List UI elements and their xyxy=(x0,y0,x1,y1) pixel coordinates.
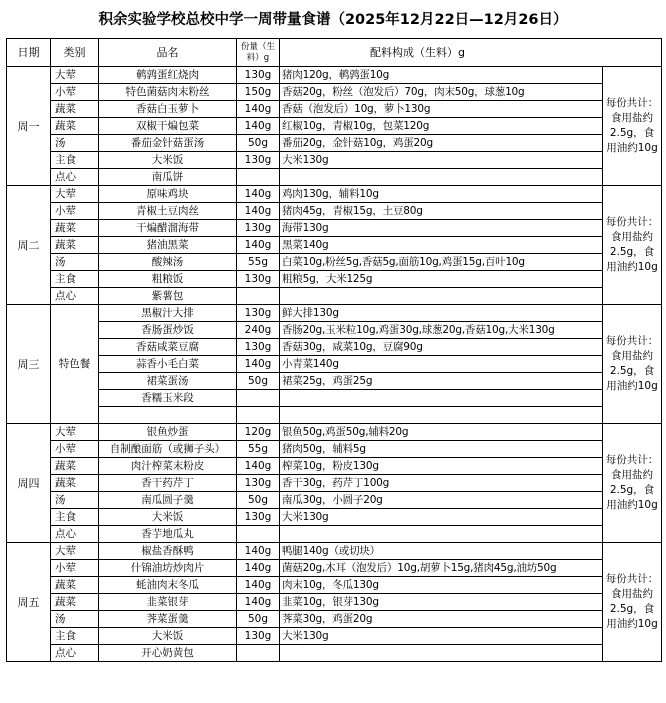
category-cell: 主食 xyxy=(51,628,99,645)
dish-name: 紫薯包 xyxy=(99,288,237,305)
category-cell: 点心 xyxy=(51,169,99,186)
dish-weight xyxy=(237,169,280,186)
table-row xyxy=(7,305,662,322)
dish-weight: 120g xyxy=(237,424,280,441)
dish-ingredients: 大米130g xyxy=(280,628,603,645)
category-cell: 点心 xyxy=(51,526,99,543)
header-name: 品名 xyxy=(99,39,237,67)
day-label: 周二 xyxy=(7,186,51,305)
nutrition-note: 每份共计：食用盐约2.5g，食用油约10g xyxy=(603,424,662,543)
dish-weight: 130g xyxy=(237,628,280,645)
category-cell: 大荤 xyxy=(51,543,99,560)
table-row xyxy=(7,543,662,560)
dish-name: 香菇白玉萝卜 xyxy=(99,101,237,118)
dish-ingredients: 肉末10g，冬瓜130g xyxy=(280,577,603,594)
dish-weight: 140g xyxy=(237,594,280,611)
table-row xyxy=(7,594,662,611)
dish-name xyxy=(99,407,237,424)
category-cell: 主食 xyxy=(51,509,99,526)
category-cell: 蔬菜 xyxy=(51,475,99,492)
dish-weight xyxy=(237,645,280,662)
dish-name: 南瓜饼 xyxy=(99,169,237,186)
category-cell: 小荤 xyxy=(51,203,99,220)
table-row xyxy=(7,67,662,84)
category-cell: 小荤 xyxy=(51,560,99,577)
dish-ingredients: 香菇（泡发后）10g，萝卜130g xyxy=(280,101,603,118)
header-day: 日期 xyxy=(7,39,51,67)
table-row xyxy=(7,645,662,662)
header-weight: 份量（生料）g xyxy=(237,39,280,67)
dish-weight: 130g xyxy=(237,67,280,84)
dish-ingredients: 裙菜25g，鸡蛋25g xyxy=(280,373,603,390)
dish-weight: 140g xyxy=(237,237,280,254)
dish-ingredients: 南瓜30g，小圆子20g xyxy=(280,492,603,509)
dish-name: 银鱼炒蛋 xyxy=(99,424,237,441)
dish-weight: 130g xyxy=(237,271,280,288)
dish-ingredients xyxy=(280,526,603,543)
dish-weight: 55g xyxy=(237,254,280,271)
header-category: 类别 xyxy=(51,39,99,67)
dish-name: 肉汁榨菜末粉皮 xyxy=(99,458,237,475)
category-cell: 蔬菜 xyxy=(51,458,99,475)
dish-name: 椒盐香酥鸭 xyxy=(99,543,237,560)
table-row xyxy=(7,407,662,424)
page-title: 积余实验学校总校中学一周带量食谱（2025年12月22日—12月26日） xyxy=(98,12,568,28)
dish-ingredients: 香肠20g,玉米粒10g,鸡蛋30g,球葱20g,香菇10g,大米130g xyxy=(280,322,603,339)
table-row xyxy=(7,339,662,356)
table-row xyxy=(7,101,662,118)
day-label: 周五 xyxy=(7,543,51,662)
table-row xyxy=(7,322,662,339)
table-row xyxy=(7,254,662,271)
dish-weight xyxy=(237,407,280,424)
day-label: 周一 xyxy=(7,67,51,186)
dish-weight: 55g xyxy=(237,441,280,458)
menu-body xyxy=(7,67,662,662)
dish-name: 什锦油坊炒肉片 xyxy=(99,560,237,577)
table-row xyxy=(7,611,662,628)
table-row xyxy=(7,441,662,458)
dish-name: 韭菜银芽 xyxy=(99,594,237,611)
nutrition-note: 每份共计：食用盐约2.5g，食用油约10g xyxy=(603,543,662,662)
dish-name: 鹌鹑蛋红烧肉 xyxy=(99,67,237,84)
category-cell: 大荤 xyxy=(51,186,99,203)
table-row xyxy=(7,186,662,203)
dish-ingredients xyxy=(280,169,603,186)
category-cell: 大荤 xyxy=(51,424,99,441)
table-row xyxy=(7,509,662,526)
dish-ingredients xyxy=(280,645,603,662)
dish-name: 蒜香小毛白菜 xyxy=(99,356,237,373)
dish-weight: 140g xyxy=(237,577,280,594)
table-row xyxy=(7,458,662,475)
dish-name: 特色菌菇肉末粉丝 xyxy=(99,84,237,101)
dish-name: 自制酿面筋（或狮子头） xyxy=(99,441,237,458)
nutrition-note: 每份共计：食用盐约2.5g，食用油约10g xyxy=(603,305,662,424)
dish-name: 裙菜蛋汤 xyxy=(99,373,237,390)
day-label: 周三 xyxy=(7,305,51,424)
category-cell: 汤 xyxy=(51,135,99,152)
dish-ingredients xyxy=(280,390,603,407)
category-cell: 蔬菜 xyxy=(51,118,99,135)
table-row xyxy=(7,220,662,237)
table-row xyxy=(7,356,662,373)
dish-ingredients: 韭菜10g，银芽130g xyxy=(280,594,603,611)
dish-weight: 140g xyxy=(237,186,280,203)
table-row xyxy=(7,118,662,135)
dish-ingredients: 鲜大排130g xyxy=(280,305,603,322)
dish-name: 粗粮饭 xyxy=(99,271,237,288)
dish-name: 大米饭 xyxy=(99,628,237,645)
dish-ingredients: 香菇30g，咸菜10g，豆腐90g xyxy=(280,339,603,356)
category-cell: 蔬菜 xyxy=(51,594,99,611)
table-row xyxy=(7,560,662,577)
dish-name: 番茄金针菇蛋汤 xyxy=(99,135,237,152)
header-row xyxy=(7,39,662,67)
dish-name: 黑椒汁大排 xyxy=(99,305,237,322)
dish-weight: 130g xyxy=(237,509,280,526)
dish-weight: 150g xyxy=(237,84,280,101)
dish-name: 香肠蛋炒饭 xyxy=(99,322,237,339)
dish-ingredients: 海带130g xyxy=(280,220,603,237)
dish-name: 蚝油肉末冬瓜 xyxy=(99,577,237,594)
table-row xyxy=(7,288,662,305)
category-cell: 蔬菜 xyxy=(51,101,99,118)
dish-ingredients: 红椒10g，青椒10g，包菜120g xyxy=(280,118,603,135)
dish-name: 香糯玉米段 xyxy=(99,390,237,407)
dish-name: 香干药芹丁 xyxy=(99,475,237,492)
nutrition-note: 每份共计：食用盐约2.5g，食用油约10g xyxy=(603,67,662,186)
table-row xyxy=(7,628,662,645)
table-row xyxy=(7,424,662,441)
table-row xyxy=(7,373,662,390)
category-cell: 大荤 xyxy=(51,67,99,84)
table-row xyxy=(7,237,662,254)
dish-name: 荠菜蛋羹 xyxy=(99,611,237,628)
dish-ingredients: 荠菜30g，鸡蛋20g xyxy=(280,611,603,628)
category-cell: 小荤 xyxy=(51,441,99,458)
dish-weight: 130g xyxy=(237,220,280,237)
dish-weight: 140g xyxy=(237,560,280,577)
dish-weight: 130g xyxy=(237,305,280,322)
dish-ingredients: 粗粮5g，大米125g xyxy=(280,271,603,288)
category-cell: 主食 xyxy=(51,152,99,169)
dish-ingredients: 香干30g，药芹丁100g xyxy=(280,475,603,492)
dish-weight: 140g xyxy=(237,203,280,220)
category-cell: 蔬菜 xyxy=(51,577,99,594)
dish-ingredients xyxy=(280,407,603,424)
table-row xyxy=(7,577,662,594)
dish-name: 原味鸡块 xyxy=(99,186,237,203)
category-cell: 小荤 xyxy=(51,84,99,101)
table-row xyxy=(7,526,662,543)
dish-name: 猪油黑菜 xyxy=(99,237,237,254)
dish-weight: 140g xyxy=(237,543,280,560)
dish-ingredients xyxy=(280,288,603,305)
dish-weight: 130g xyxy=(237,475,280,492)
dish-name: 香芋地瓜丸 xyxy=(99,526,237,543)
dish-weight: 130g xyxy=(237,339,280,356)
dish-weight: 50g xyxy=(237,611,280,628)
dish-ingredients: 白菜10g,粉丝5g,香菇5g,面筋10g,鸡蛋15g,百叶10g xyxy=(280,254,603,271)
dish-name: 大米饭 xyxy=(99,152,237,169)
dish-weight: 140g xyxy=(237,356,280,373)
dish-weight xyxy=(237,390,280,407)
dish-name: 双椒干煸包菜 xyxy=(99,118,237,135)
dish-weight xyxy=(237,288,280,305)
dish-name: 干煸醋溜海带 xyxy=(99,220,237,237)
category-cell: 汤 xyxy=(51,492,99,509)
dish-ingredients: 香菇20g，粉丝（泡发后）70g，肉末50g，球葱10g xyxy=(280,84,603,101)
dish-ingredients: 银鱼50g,鸡蛋50g,辅料20g xyxy=(280,424,603,441)
dish-ingredients: 猪肉120g，鹌鹑蛋10g xyxy=(280,67,603,84)
dish-weight: 50g xyxy=(237,373,280,390)
dish-weight: 240g xyxy=(237,322,280,339)
dish-ingredients: 黑菜140g xyxy=(280,237,603,254)
dish-ingredients: 猪肉50g，辅料5g xyxy=(280,441,603,458)
dish-ingredients: 菌菇20g,木耳（泡发后）10g,胡萝卜15g,猪肉45g,油坊50g xyxy=(280,560,603,577)
table-row xyxy=(7,203,662,220)
menu-table xyxy=(6,38,662,662)
dish-name: 酸辣汤 xyxy=(99,254,237,271)
dish-ingredients: 大米130g xyxy=(280,509,603,526)
table-row xyxy=(7,390,662,407)
dish-ingredients: 榨菜10g，粉皮130g xyxy=(280,458,603,475)
nutrition-note: 每份共计：食用盐约2.5g，食用油约10g xyxy=(603,186,662,305)
category-cell: 蔬菜 xyxy=(51,237,99,254)
dish-name: 大米饭 xyxy=(99,509,237,526)
dish-name: 南瓜圆子羹 xyxy=(99,492,237,509)
table-row xyxy=(7,135,662,152)
dish-name: 开心奶黄包 xyxy=(99,645,237,662)
category-cell: 汤 xyxy=(51,254,99,271)
dish-ingredients: 鸡肉130g，辅料10g xyxy=(280,186,603,203)
category-cell: 点心 xyxy=(51,288,99,305)
dish-weight xyxy=(237,526,280,543)
dish-weight: 50g xyxy=(237,492,280,509)
category-cell: 蔬菜 xyxy=(51,220,99,237)
dish-weight: 140g xyxy=(237,458,280,475)
table-row xyxy=(7,84,662,101)
table-row xyxy=(7,475,662,492)
dish-ingredients: 番茄20g，金针菇10g，鸡蛋20g xyxy=(280,135,603,152)
day-label: 周四 xyxy=(7,424,51,543)
table-row xyxy=(7,492,662,509)
header-config: 配料构成（生料）g xyxy=(280,39,662,67)
category-cell: 汤 xyxy=(51,611,99,628)
dish-weight: 140g xyxy=(237,118,280,135)
dish-ingredients: 猪肉45g，青椒15g，土豆80g xyxy=(280,203,603,220)
dish-ingredients: 鸭腿140g（或切块） xyxy=(280,543,603,560)
dish-weight: 50g xyxy=(237,135,280,152)
dish-ingredients: 小青菜140g xyxy=(280,356,603,373)
table-row xyxy=(7,152,662,169)
category-cell: 点心 xyxy=(51,645,99,662)
dish-weight: 130g xyxy=(237,152,280,169)
table-row xyxy=(7,271,662,288)
special-category: 特色餐 xyxy=(51,305,99,424)
dish-name: 香菇咸菜豆腐 xyxy=(99,339,237,356)
dish-weight: 140g xyxy=(237,101,280,118)
dish-name: 青椒土豆肉丝 xyxy=(99,203,237,220)
dish-ingredients: 大米130g xyxy=(280,152,603,169)
table-row xyxy=(7,169,662,186)
category-cell: 主食 xyxy=(51,271,99,288)
